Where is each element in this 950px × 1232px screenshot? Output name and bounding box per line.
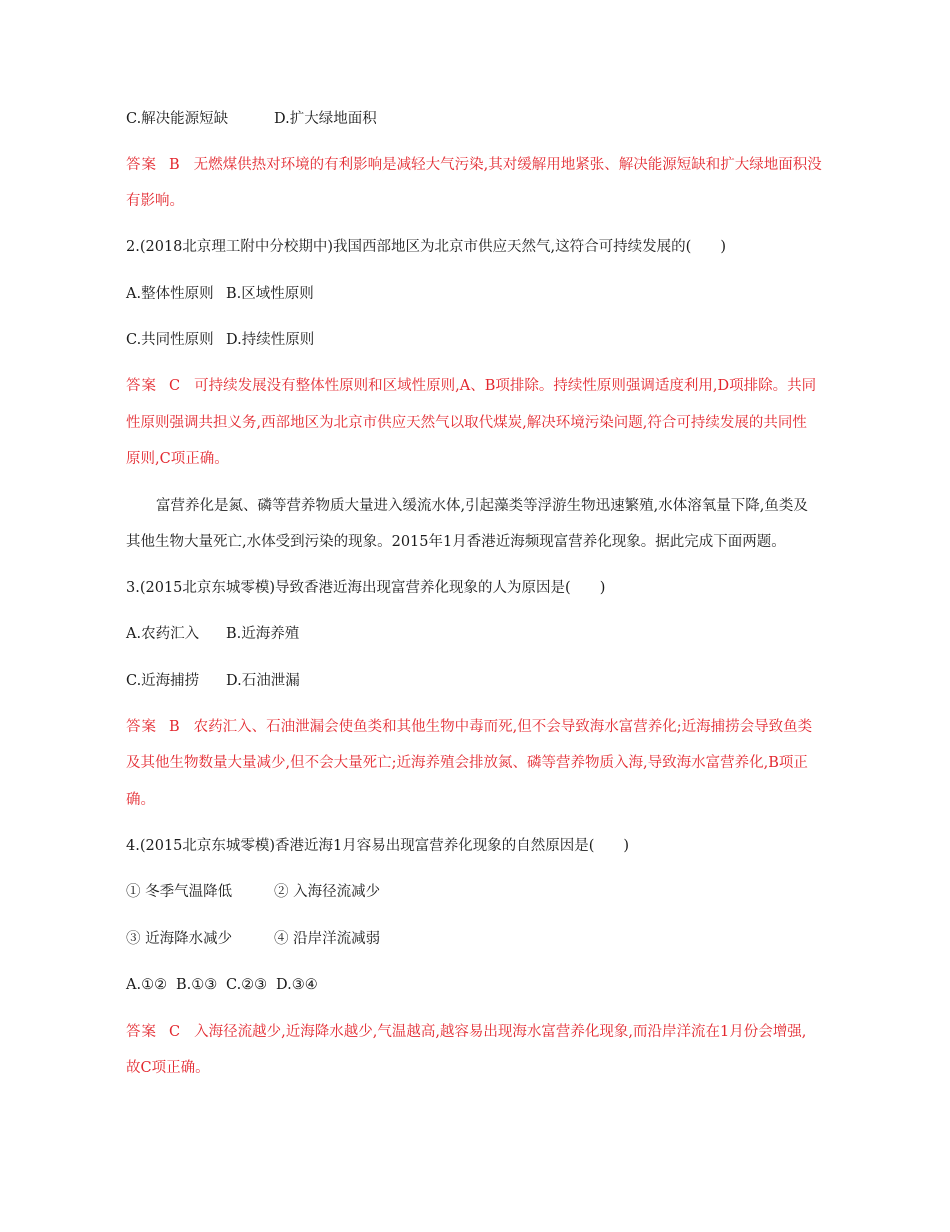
q3-options-row-2: [126, 671, 300, 691]
q4-item-2: ② 入海径流减少: [274, 884, 381, 900]
q4-option-c: C.②③: [226, 977, 268, 993]
q2-option-c: C.共同性原则: [126, 332, 214, 348]
q2-option-a: A.整体性原则: [126, 286, 214, 302]
q4-options-row: [126, 975, 318, 995]
q3-option-c: C.近海捕捞: [126, 673, 200, 689]
q4-answer-line-1: [126, 1022, 806, 1042]
q2-explain-1: 可持续发展没有整体性原则和区域性原则,A、B项排除。持续性原则强调适度利用,D项排除。共同: [194, 378, 817, 394]
q3-explain-1: 农药汇入、石油泄漏会使鱼类和其他生物中毒而死,但不会导致海水富营养化;近海捕捞会导致鱼类: [193, 719, 813, 735]
q1-answer-line-1: [126, 155, 822, 175]
q3-stem: 3.(2015北京东城零模)导致香港近海出现富营养化现象的人为原因是( ): [126, 580, 606, 596]
q4-option-b: B.①③: [176, 977, 218, 993]
q4-stem: 4.(2015北京东城零模)香港近海1月容易出现富营养化现象的自然原因是( ): [126, 838, 630, 854]
passage-line-1: 富营养化是氮、磷等营养物质大量进入缓流水体,引起藻类等浮游生物迅速繁殖,水体溶氧量下降,鱼类及: [156, 498, 808, 514]
q4-option-a: A.①②: [126, 977, 168, 993]
q3-answer-label: 答案: [126, 719, 157, 735]
q4-explain-2: 故C项正确。: [126, 1060, 210, 1076]
q1-option-c: C.解决能源短缺: [126, 111, 229, 127]
q2-stem: 2.(2018北京理工附中分校期中)我国西部地区为北京市供应天然气,这符合可持续发展的( ): [126, 239, 726, 255]
q4-option-d: D.③④: [276, 977, 318, 993]
q4-item-3: ③ 近海降水减少: [126, 931, 233, 947]
q3-option-d: D.石油泄漏: [226, 673, 300, 689]
q4-items-row-2: [126, 929, 380, 949]
q1-option-d: D.扩大绿地面积: [274, 111, 377, 127]
q3-option-a: A.农药汇入: [126, 626, 200, 642]
q1-options-row: [126, 109, 377, 129]
q2-option-b: B.区域性原则: [226, 286, 314, 302]
q3-option-b: B.近海养殖: [226, 626, 300, 642]
q2-option-d: D.持续性原则: [226, 332, 315, 348]
q3-answer-line-1: [126, 717, 812, 737]
q2-explain-3: 原则,C项正确。: [126, 451, 229, 467]
q1-explain-2: 有影响。: [126, 193, 184, 209]
q3-explain-2: 及其他生物数量大量减少,但不会大量死亡;近海养殖会排放氮、磷等营养物质入海,导致海水富营养化,B项正: [126, 755, 808, 771]
q2-options-row-2: [126, 330, 314, 350]
q2-answer-label: 答案: [126, 378, 157, 394]
q4-explain-1: 入海径流越少,近海降水越少,气温越高,越容易出现海水富营养化现象,而沿岸洋流在1月份会增强,: [194, 1024, 807, 1040]
q3-answer-letter: B: [169, 719, 180, 735]
q2-explain-2: 性原则强调共担义务,西部地区为北京市供应天然气以取代煤炭,解决环境污染问题,符合可持续发展的共同性: [126, 415, 807, 431]
q4-item-4: ④ 沿岸洋流减弱: [274, 931, 381, 947]
q4-items-row-1: [126, 882, 380, 902]
q4-answer-letter: C: [169, 1024, 181, 1040]
q1-explain-1: 无燃煤供热对环境的有利影响是减轻大气污染,其对缓解用地紧张、解决能源短缺和扩大绿地面积没: [193, 157, 822, 173]
q2-answer-letter: C: [169, 378, 181, 394]
q4-answer-label: 答案: [126, 1024, 157, 1040]
q3-explain-3: 确。: [126, 792, 155, 808]
q4-item-1: ① 冬季气温降低: [126, 884, 233, 900]
q1-answer-label: 答案: [126, 157, 157, 173]
q2-options-row-1: [126, 284, 314, 304]
passage-line-2: 其他生物大量死亡,水体受到污染的现象。2015年1月香港近海频现富营养化现象。据此完成下面两题。: [126, 534, 786, 550]
q3-options-row-1: [126, 624, 299, 644]
q1-answer-letter: B: [169, 157, 180, 173]
q2-answer-line-1: [126, 376, 816, 396]
